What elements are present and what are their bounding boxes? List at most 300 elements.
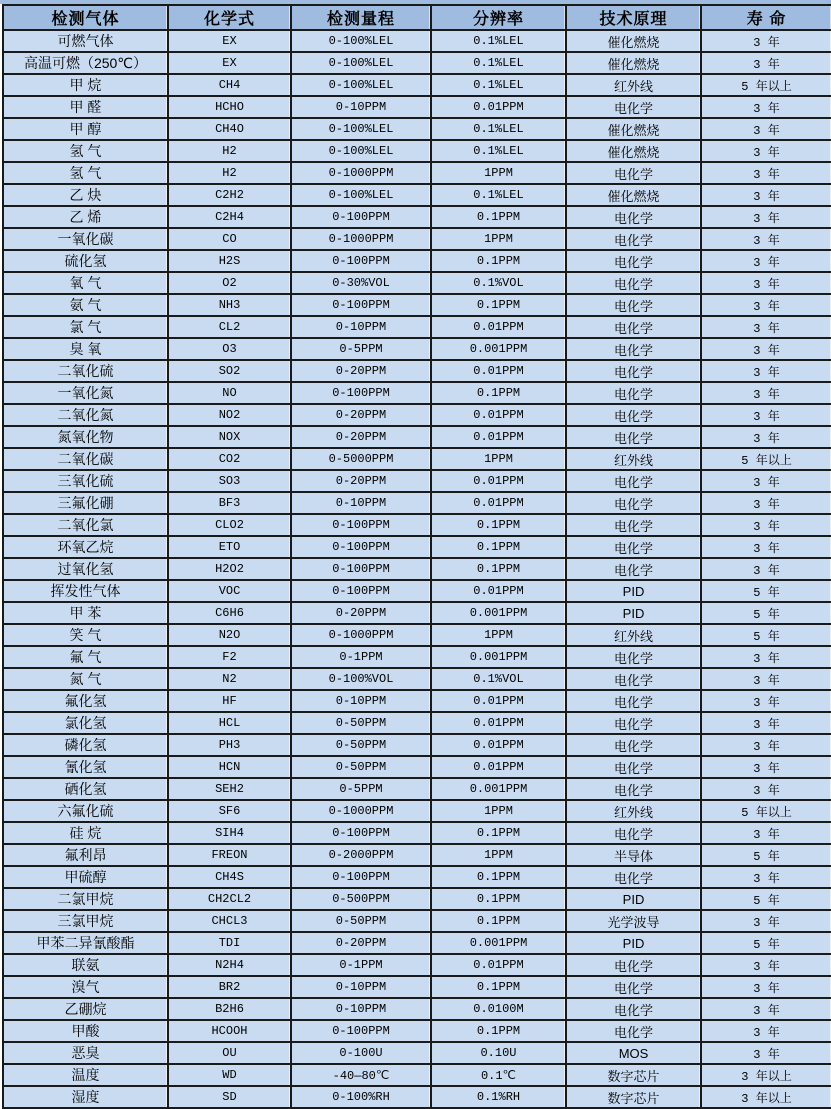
cell-gas: 恶臭 bbox=[3, 1042, 168, 1064]
cell-gas: 溴气 bbox=[3, 976, 168, 998]
table-row bbox=[3, 712, 831, 734]
cell-formula: HCOOH bbox=[168, 1020, 291, 1042]
cell-principle: 催化燃烧 bbox=[566, 118, 701, 140]
table-row bbox=[3, 602, 831, 624]
cell-gas: 氧 气 bbox=[3, 272, 168, 294]
cell-gas: 环氧乙烷 bbox=[3, 536, 168, 558]
cell-gas: 二氧化碳 bbox=[3, 448, 168, 470]
cell-resolution: 0.01PPM bbox=[431, 690, 566, 712]
table-row bbox=[3, 272, 831, 294]
cell-lifespan: 3 年 bbox=[701, 866, 831, 888]
cell-principle: 电化学 bbox=[566, 426, 701, 448]
cell-lifespan: 3 年 bbox=[701, 338, 831, 360]
cell-resolution: 0.1PPM bbox=[431, 888, 566, 910]
cell-resolution: 0.01PPM bbox=[431, 734, 566, 756]
cell-formula: CO2 bbox=[168, 448, 291, 470]
cell-principle: 电化学 bbox=[566, 536, 701, 558]
table-row bbox=[3, 360, 831, 382]
cell-gas: 乙 烯 bbox=[3, 206, 168, 228]
cell-range: 0-1PPM bbox=[291, 954, 431, 976]
table-row bbox=[3, 668, 831, 690]
table-row bbox=[3, 74, 831, 96]
cell-formula: BR2 bbox=[168, 976, 291, 998]
cell-gas: 二氧化氮 bbox=[3, 404, 168, 426]
cell-lifespan: 5 年以上 bbox=[701, 448, 831, 470]
cell-lifespan: 3 年 bbox=[701, 360, 831, 382]
cell-principle: 电化学 bbox=[566, 734, 701, 756]
cell-lifespan: 3 年 bbox=[701, 646, 831, 668]
table-row bbox=[3, 822, 831, 844]
cell-principle: 电化学 bbox=[566, 866, 701, 888]
table-row bbox=[3, 866, 831, 888]
cell-formula: CL2 bbox=[168, 316, 291, 338]
cell-principle: 半导体 bbox=[566, 844, 701, 866]
cell-resolution: 0.0100M bbox=[431, 998, 566, 1020]
cell-lifespan: 3 年 bbox=[701, 184, 831, 206]
cell-formula: H2 bbox=[168, 140, 291, 162]
cell-formula: CH2CL2 bbox=[168, 888, 291, 910]
cell-resolution: 0.01PPM bbox=[431, 404, 566, 426]
cell-principle: 电化学 bbox=[566, 338, 701, 360]
cell-lifespan: 3 年 bbox=[701, 1020, 831, 1042]
cell-principle: 数字芯片 bbox=[566, 1086, 701, 1108]
cell-principle: 电化学 bbox=[566, 272, 701, 294]
cell-lifespan: 3 年 bbox=[701, 404, 831, 426]
cell-range: 0-100%LEL bbox=[291, 30, 431, 52]
table-row bbox=[3, 404, 831, 426]
cell-lifespan: 5 年 bbox=[701, 844, 831, 866]
cell-lifespan: 3 年 bbox=[701, 294, 831, 316]
cell-range: 0-5PPM bbox=[291, 778, 431, 800]
cell-gas: 乙 炔 bbox=[3, 184, 168, 206]
cell-lifespan: 3 年 bbox=[701, 734, 831, 756]
cell-range: 0-100PPM bbox=[291, 1020, 431, 1042]
cell-formula: EX bbox=[168, 52, 291, 74]
cell-range: 0-1PPM bbox=[291, 646, 431, 668]
cell-lifespan: 3 年 bbox=[701, 316, 831, 338]
cell-principle: PID bbox=[566, 580, 701, 602]
cell-formula: SIH4 bbox=[168, 822, 291, 844]
cell-resolution: 0.1PPM bbox=[431, 536, 566, 558]
cell-gas: 一氧化氮 bbox=[3, 382, 168, 404]
cell-range: 0-50PPM bbox=[291, 712, 431, 734]
cell-resolution: 0.01PPM bbox=[431, 470, 566, 492]
cell-formula: C6H6 bbox=[168, 602, 291, 624]
cell-principle: 电化学 bbox=[566, 294, 701, 316]
cell-gas: 甲 醇 bbox=[3, 118, 168, 140]
cell-lifespan: 5 年 bbox=[701, 932, 831, 954]
cell-gas: 湿度 bbox=[3, 1086, 168, 1108]
cell-range: 0-5PPM bbox=[291, 338, 431, 360]
cell-range: 0-100PPM bbox=[291, 382, 431, 404]
column-header-range: 检测量程 bbox=[291, 5, 431, 30]
table-row bbox=[3, 426, 831, 448]
cell-principle: 电化学 bbox=[566, 668, 701, 690]
cell-range: -40—80℃ bbox=[291, 1064, 431, 1086]
cell-principle: 电化学 bbox=[566, 316, 701, 338]
table-row bbox=[3, 162, 831, 184]
cell-lifespan: 5 年以上 bbox=[701, 74, 831, 96]
table-row bbox=[3, 800, 831, 822]
table-row bbox=[3, 52, 831, 74]
cell-principle: 电化学 bbox=[566, 998, 701, 1020]
cell-range: 0-100%LEL bbox=[291, 118, 431, 140]
table-body bbox=[3, 30, 831, 1108]
cell-range: 0-10PPM bbox=[291, 316, 431, 338]
cell-lifespan: 3 年 bbox=[701, 822, 831, 844]
cell-range: 0-50PPM bbox=[291, 734, 431, 756]
cell-formula: OU bbox=[168, 1042, 291, 1064]
table-row bbox=[3, 448, 831, 470]
cell-lifespan: 3 年 bbox=[701, 756, 831, 778]
cell-resolution: 0.01PPM bbox=[431, 492, 566, 514]
cell-resolution: 0.1PPM bbox=[431, 382, 566, 404]
cell-principle: 电化学 bbox=[566, 756, 701, 778]
cell-principle: 红外线 bbox=[566, 800, 701, 822]
cell-range: 0-20PPM bbox=[291, 470, 431, 492]
cell-gas: 三氯甲烷 bbox=[3, 910, 168, 932]
cell-formula: N2O bbox=[168, 624, 291, 646]
table-row bbox=[3, 932, 831, 954]
cell-gas: 氮 气 bbox=[3, 668, 168, 690]
cell-principle: 电化学 bbox=[566, 404, 701, 426]
cell-range: 0-20PPM bbox=[291, 426, 431, 448]
cell-formula: HCN bbox=[168, 756, 291, 778]
cell-principle: 电化学 bbox=[566, 954, 701, 976]
cell-range: 0-500PPM bbox=[291, 888, 431, 910]
cell-resolution: 0.1%LEL bbox=[431, 118, 566, 140]
cell-principle: 电化学 bbox=[566, 360, 701, 382]
cell-principle: 电化学 bbox=[566, 382, 701, 404]
cell-gas: 氯 气 bbox=[3, 316, 168, 338]
column-header-formula: 化学式 bbox=[168, 5, 291, 30]
cell-formula: NOX bbox=[168, 426, 291, 448]
cell-formula: F2 bbox=[168, 646, 291, 668]
cell-principle: PID bbox=[566, 602, 701, 624]
cell-gas: 臭 氧 bbox=[3, 338, 168, 360]
column-header-principle: 技术原理 bbox=[566, 5, 701, 30]
cell-principle: 电化学 bbox=[566, 558, 701, 580]
cell-lifespan: 3 年 bbox=[701, 690, 831, 712]
table-row bbox=[3, 1020, 831, 1042]
cell-range: 0-100%LEL bbox=[291, 74, 431, 96]
cell-resolution: 0.1PPM bbox=[431, 206, 566, 228]
cell-range: 0-100%VOL bbox=[291, 668, 431, 690]
table-row bbox=[3, 228, 831, 250]
cell-formula: C2H2 bbox=[168, 184, 291, 206]
cell-resolution: 0.10U bbox=[431, 1042, 566, 1064]
cell-principle: 催化燃烧 bbox=[566, 140, 701, 162]
table-row bbox=[3, 1064, 831, 1086]
cell-formula: WD bbox=[168, 1064, 291, 1086]
cell-formula: O3 bbox=[168, 338, 291, 360]
cell-formula: HCHO bbox=[168, 96, 291, 118]
cell-range: 0-100U bbox=[291, 1042, 431, 1064]
cell-formula: CLO2 bbox=[168, 514, 291, 536]
table-row bbox=[3, 382, 831, 404]
cell-principle: 电化学 bbox=[566, 514, 701, 536]
cell-gas: 氢 气 bbox=[3, 140, 168, 162]
cell-lifespan: 3 年 bbox=[701, 30, 831, 52]
table-row bbox=[3, 96, 831, 118]
cell-resolution: 0.1%LEL bbox=[431, 140, 566, 162]
cell-resolution: 0.1PPM bbox=[431, 910, 566, 932]
cell-resolution: 0.001PPM bbox=[431, 646, 566, 668]
cell-principle: 电化学 bbox=[566, 206, 701, 228]
cell-principle: 电化学 bbox=[566, 690, 701, 712]
cell-lifespan: 3 年 bbox=[701, 162, 831, 184]
cell-resolution: 0.01PPM bbox=[431, 96, 566, 118]
cell-range: 0-50PPM bbox=[291, 756, 431, 778]
cell-range: 0-100PPM bbox=[291, 822, 431, 844]
cell-range: 0-100PPM bbox=[291, 294, 431, 316]
cell-range: 0-100%LEL bbox=[291, 140, 431, 162]
cell-range: 0-1000PPM bbox=[291, 228, 431, 250]
cell-gas: 甲硫醇 bbox=[3, 866, 168, 888]
cell-resolution: 0.01PPM bbox=[431, 954, 566, 976]
cell-lifespan: 5 年以上 bbox=[701, 800, 831, 822]
cell-lifespan: 3 年 bbox=[701, 470, 831, 492]
table-row bbox=[3, 536, 831, 558]
cell-range: 0-20PPM bbox=[291, 360, 431, 382]
cell-resolution: 0.1%VOL bbox=[431, 668, 566, 690]
cell-principle: 催化燃烧 bbox=[566, 52, 701, 74]
cell-gas: 过氧化氢 bbox=[3, 558, 168, 580]
cell-resolution: 1PPM bbox=[431, 624, 566, 646]
cell-gas: 乙硼烷 bbox=[3, 998, 168, 1020]
table-row bbox=[3, 756, 831, 778]
cell-range: 0-100PPM bbox=[291, 250, 431, 272]
cell-lifespan: 3 年 bbox=[701, 778, 831, 800]
cell-formula: CH4S bbox=[168, 866, 291, 888]
column-header-resolution: 分辨率 bbox=[431, 5, 566, 30]
cell-formula: TDI bbox=[168, 932, 291, 954]
cell-resolution: 0.01PPM bbox=[431, 756, 566, 778]
cell-lifespan: 3 年 bbox=[701, 514, 831, 536]
cell-gas: 硅 烷 bbox=[3, 822, 168, 844]
table-row bbox=[3, 998, 831, 1020]
cell-gas: 氢 气 bbox=[3, 162, 168, 184]
cell-lifespan: 3 年 bbox=[701, 558, 831, 580]
cell-lifespan: 3 年以上 bbox=[701, 1064, 831, 1086]
cell-principle: 电化学 bbox=[566, 470, 701, 492]
cell-resolution: 0.1PPM bbox=[431, 558, 566, 580]
cell-lifespan: 3 年 bbox=[701, 250, 831, 272]
cell-formula: C2H4 bbox=[168, 206, 291, 228]
table-row bbox=[3, 316, 831, 338]
cell-range: 0-100%LEL bbox=[291, 184, 431, 206]
cell-lifespan: 3 年以上 bbox=[701, 1086, 831, 1108]
cell-gas: 氰化氢 bbox=[3, 756, 168, 778]
table-row bbox=[3, 206, 831, 228]
cell-lifespan: 3 年 bbox=[701, 52, 831, 74]
cell-formula: H2 bbox=[168, 162, 291, 184]
cell-gas: 氟化氢 bbox=[3, 690, 168, 712]
cell-resolution: 0.1PPM bbox=[431, 1020, 566, 1042]
cell-gas: 六氟化硫 bbox=[3, 800, 168, 822]
cell-gas: 联氨 bbox=[3, 954, 168, 976]
table-row bbox=[3, 294, 831, 316]
cell-range: 0-100PPM bbox=[291, 866, 431, 888]
cell-lifespan: 3 年 bbox=[701, 1042, 831, 1064]
cell-gas: 甲 醛 bbox=[3, 96, 168, 118]
cell-principle: 电化学 bbox=[566, 822, 701, 844]
cell-formula: N2H4 bbox=[168, 954, 291, 976]
table-row bbox=[3, 514, 831, 536]
cell-formula: CH4 bbox=[168, 74, 291, 96]
cell-range: 0-30%VOL bbox=[291, 272, 431, 294]
cell-gas: 二氧化氯 bbox=[3, 514, 168, 536]
cell-gas: 氟 气 bbox=[3, 646, 168, 668]
cell-range: 0-100PPM bbox=[291, 580, 431, 602]
cell-lifespan: 3 年 bbox=[701, 998, 831, 1020]
cell-formula: NH3 bbox=[168, 294, 291, 316]
cell-resolution: 1PPM bbox=[431, 162, 566, 184]
cell-formula: N2 bbox=[168, 668, 291, 690]
cell-range: 0-100%LEL bbox=[291, 52, 431, 74]
cell-lifespan: 3 年 bbox=[701, 668, 831, 690]
cell-range: 0-100PPM bbox=[291, 536, 431, 558]
cell-formula: CH4O bbox=[168, 118, 291, 140]
cell-lifespan: 3 年 bbox=[701, 426, 831, 448]
cell-gas: 氯化氢 bbox=[3, 712, 168, 734]
cell-formula: NO2 bbox=[168, 404, 291, 426]
cell-gas: 甲苯二异氰酸酯 bbox=[3, 932, 168, 954]
cell-resolution: 1PPM bbox=[431, 228, 566, 250]
cell-resolution: 0.001PPM bbox=[431, 932, 566, 954]
cell-lifespan: 3 年 bbox=[701, 492, 831, 514]
cell-range: 0-1000PPM bbox=[291, 162, 431, 184]
table-row bbox=[3, 118, 831, 140]
table-row bbox=[3, 492, 831, 514]
cell-range: 0-1000PPM bbox=[291, 624, 431, 646]
table-row bbox=[3, 1086, 831, 1108]
cell-resolution: 0.1PPM bbox=[431, 866, 566, 888]
cell-gas: 三氧化硫 bbox=[3, 470, 168, 492]
cell-formula: O2 bbox=[168, 272, 291, 294]
table-row bbox=[3, 910, 831, 932]
cell-range: 0-10PPM bbox=[291, 690, 431, 712]
cell-range: 0-100PPM bbox=[291, 514, 431, 536]
cell-resolution: 0.001PPM bbox=[431, 338, 566, 360]
cell-resolution: 0.1PPM bbox=[431, 514, 566, 536]
cell-range: 0-100PPM bbox=[291, 206, 431, 228]
cell-formula: CO bbox=[168, 228, 291, 250]
cell-principle: 电化学 bbox=[566, 976, 701, 998]
cell-gas: 温度 bbox=[3, 1064, 168, 1086]
table-row bbox=[3, 734, 831, 756]
cell-gas: 硒化氢 bbox=[3, 778, 168, 800]
cell-lifespan: 5 年 bbox=[701, 888, 831, 910]
cell-formula: H2S bbox=[168, 250, 291, 272]
cell-gas: 笑 气 bbox=[3, 624, 168, 646]
cell-resolution: 1PPM bbox=[431, 448, 566, 470]
cell-formula: SO3 bbox=[168, 470, 291, 492]
cell-principle: MOS bbox=[566, 1042, 701, 1064]
table-row bbox=[3, 30, 831, 52]
cell-resolution: 0.1PPM bbox=[431, 250, 566, 272]
table-row bbox=[3, 976, 831, 998]
column-header-lifespan: 寿 命 bbox=[701, 5, 831, 30]
cell-lifespan: 3 年 bbox=[701, 954, 831, 976]
cell-principle: 电化学 bbox=[566, 228, 701, 250]
cell-formula: SD bbox=[168, 1086, 291, 1108]
cell-principle: 红外线 bbox=[566, 74, 701, 96]
cell-range: 0-20PPM bbox=[291, 602, 431, 624]
cell-gas: 磷化氢 bbox=[3, 734, 168, 756]
cell-resolution: 1PPM bbox=[431, 844, 566, 866]
table-row bbox=[3, 954, 831, 976]
cell-range: 0-10PPM bbox=[291, 976, 431, 998]
cell-principle: 催化燃烧 bbox=[566, 184, 701, 206]
cell-range: 0-10PPM bbox=[291, 492, 431, 514]
cell-gas: 氟利昂 bbox=[3, 844, 168, 866]
cell-formula: PH3 bbox=[168, 734, 291, 756]
cell-principle: PID bbox=[566, 888, 701, 910]
table-row bbox=[3, 184, 831, 206]
cell-gas: 高温可燃（250℃） bbox=[3, 52, 168, 74]
cell-principle: 电化学 bbox=[566, 492, 701, 514]
cell-formula: NO bbox=[168, 382, 291, 404]
cell-gas: 硫化氢 bbox=[3, 250, 168, 272]
cell-formula: CHCL3 bbox=[168, 910, 291, 932]
cell-formula: BF3 bbox=[168, 492, 291, 514]
cell-resolution: 0.01PPM bbox=[431, 316, 566, 338]
cell-range: 0-50PPM bbox=[291, 910, 431, 932]
cell-gas: 二氧化硫 bbox=[3, 360, 168, 382]
cell-range: 0-2000PPM bbox=[291, 844, 431, 866]
table-row bbox=[3, 888, 831, 910]
cell-gas: 三氟化硼 bbox=[3, 492, 168, 514]
cell-range: 0-5000PPM bbox=[291, 448, 431, 470]
cell-range: 0-20PPM bbox=[291, 932, 431, 954]
cell-lifespan: 3 年 bbox=[701, 272, 831, 294]
cell-range: 0-10PPM bbox=[291, 998, 431, 1020]
cell-gas: 一氧化碳 bbox=[3, 228, 168, 250]
cell-lifespan: 5 年 bbox=[701, 580, 831, 602]
cell-formula: SEH2 bbox=[168, 778, 291, 800]
cell-principle: 电化学 bbox=[566, 250, 701, 272]
cell-gas: 挥发性气体 bbox=[3, 580, 168, 602]
cell-formula: HCL bbox=[168, 712, 291, 734]
cell-gas: 可燃气体 bbox=[3, 30, 168, 52]
table-row bbox=[3, 250, 831, 272]
cell-range: 0-1000PPM bbox=[291, 800, 431, 822]
cell-lifespan: 3 年 bbox=[701, 976, 831, 998]
cell-range: 0-100%RH bbox=[291, 1086, 431, 1108]
gas-spec-table bbox=[2, 4, 831, 1109]
cell-formula: ETO bbox=[168, 536, 291, 558]
cell-principle: 数字芯片 bbox=[566, 1064, 701, 1086]
cell-principle: 电化学 bbox=[566, 778, 701, 800]
cell-resolution: 0.1PPM bbox=[431, 976, 566, 998]
cell-principle: 电化学 bbox=[566, 162, 701, 184]
cell-principle: 电化学 bbox=[566, 712, 701, 734]
cell-lifespan: 3 年 bbox=[701, 382, 831, 404]
table-row bbox=[3, 778, 831, 800]
cell-principle: 电化学 bbox=[566, 96, 701, 118]
cell-resolution: 0.1%RH bbox=[431, 1086, 566, 1108]
cell-resolution: 0.1%LEL bbox=[431, 30, 566, 52]
cell-lifespan: 3 年 bbox=[701, 96, 831, 118]
cell-range: 0-10PPM bbox=[291, 96, 431, 118]
cell-principle: 红外线 bbox=[566, 448, 701, 470]
cell-lifespan: 3 年 bbox=[701, 712, 831, 734]
cell-resolution: 0.1PPM bbox=[431, 822, 566, 844]
cell-formula: EX bbox=[168, 30, 291, 52]
cell-resolution: 0.01PPM bbox=[431, 426, 566, 448]
cell-resolution: 0.001PPM bbox=[431, 778, 566, 800]
